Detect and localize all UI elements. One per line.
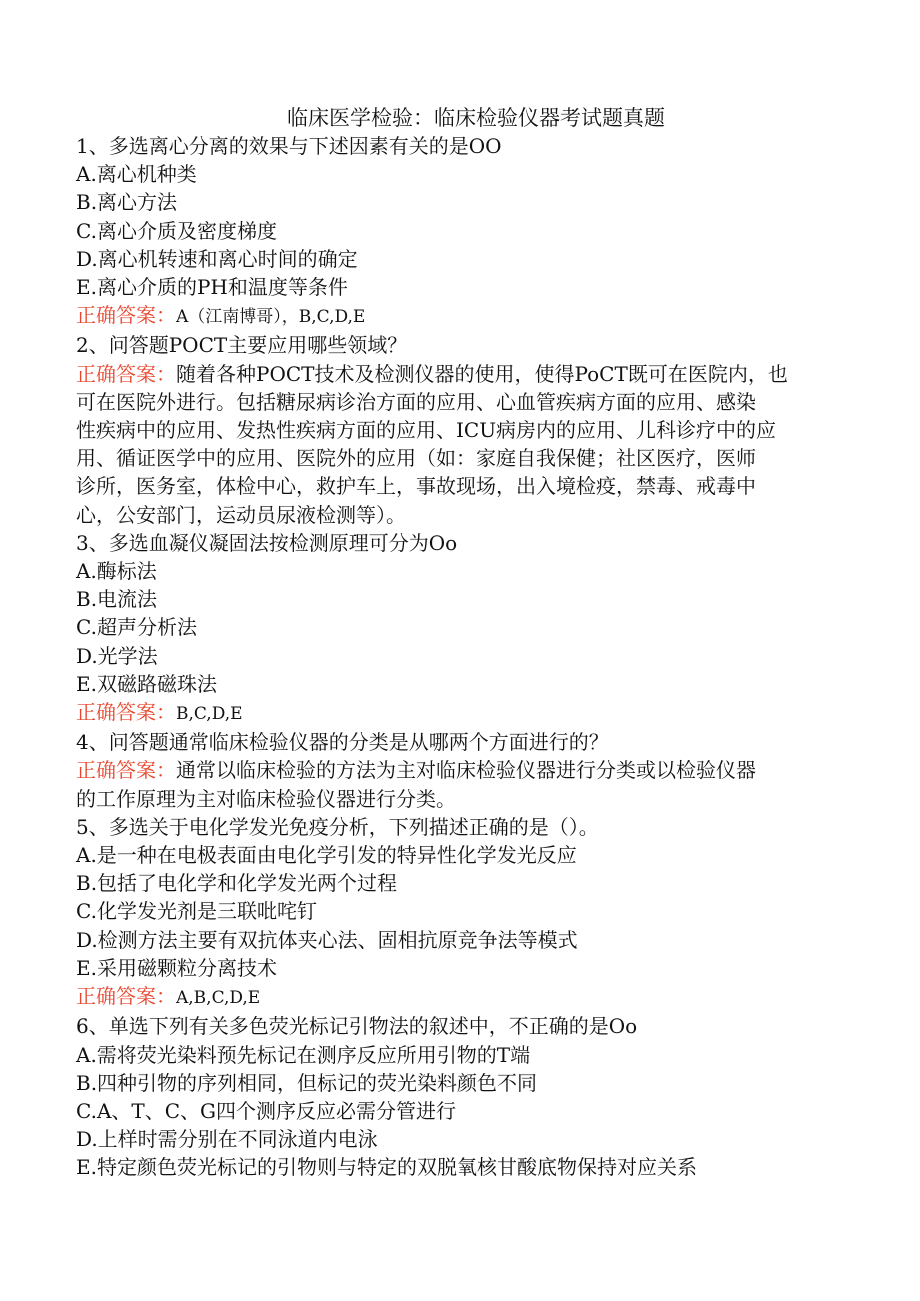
question-2-stem: 2、问答题POCT主要应用哪些领域？	[76, 333, 408, 358]
question-5-stem: 5、多选关于电化学发光免疫分析，下列描述正确的是（）。	[76, 814, 599, 839]
answer-label: 正确答案：	[76, 303, 176, 328]
answer-text-line: 的工作原理为主对临床检验仪器进行分类。	[76, 786, 456, 811]
question-3-option-b: B.电流法	[76, 587, 158, 612]
question-3-option-e: E.双磁路磁珠法	[76, 671, 217, 696]
question-4-answer	[76, 756, 836, 784]
question-1-option-a: A.离心机种类	[76, 162, 197, 187]
question-3-option-a: A.酶标法	[76, 559, 157, 584]
question-5-option-d: D.检测方法主要有双抗体夹心法、固相抗原竞争法等模式	[76, 927, 578, 952]
answer-text-line: 诊所，医务室，体检中心，救护车上，事故现场，出入境检疫，禁毒、戒毒中	[76, 474, 756, 499]
answer-text-line: 随着各种POCT技术及检测仪器的使用，使得PoCT既可在医院内，也	[176, 361, 788, 386]
question-1-option-b: B.离心方法	[76, 190, 178, 215]
answer-text-line: 心，公安部门，运动员尿液检测等）。	[76, 502, 406, 527]
page-title: 临床医学检验：临床检验仪器考试题真题	[287, 106, 665, 130]
answer-label: 正确答案：	[76, 758, 176, 783]
question-6-stem: 6、单选下列有关多色荧光标记引物法的叙述中，不正确的是Oo	[76, 1014, 638, 1039]
question-1-option-e: E.离心介质的PH和温度等条件	[76, 275, 348, 300]
question-6-option-a: A.需将荧光染料预先标记在测序反应所用引物的T端	[76, 1042, 531, 1067]
question-1-option-c: C.离心介质及密度梯度	[76, 218, 277, 243]
answer-value: A（江南博哥），B,C,D,E	[176, 307, 366, 328]
document-page	[76, 104, 836, 1182]
question-6-option-c: C.A、T、C、G四个测序反应必需分管进行	[76, 1098, 457, 1123]
answer-value: B,C,D,E	[176, 704, 243, 725]
answer-text-line: 用、循证医学中的应用、医院外的应用（如：家庭自我保健；社区医疗，医师	[76, 446, 756, 471]
answer-label: 正确答案：	[76, 984, 176, 1009]
answer-label: 正确答案：	[76, 700, 176, 725]
question-5-option-a: A.是一种在电极表面由电化学引发的特异性化学发光反应	[76, 843, 577, 868]
question-5-answer	[76, 982, 836, 1012]
question-1-option-d: D.离心机转速和离心时间的确定	[76, 246, 358, 271]
question-3-stem: 3、多选血凝仪凝固法按检测原理可分为Oo	[76, 530, 458, 555]
answer-text-line: 通常以临床检验的方法为主对临床检验仪器进行分类或以检验仪器	[176, 758, 756, 783]
question-2-answer	[76, 360, 836, 388]
answer-label: 正确答案：	[76, 361, 176, 386]
question-5-option-b: B.包括了电化学和化学发光两个过程	[76, 871, 398, 896]
question-6-option-d: D.上样时需分别在不同泳道内电泳	[76, 1127, 378, 1152]
question-6-option-b: B.四种引物的序列相同，但标记的荧光染料颜色不同	[76, 1070, 538, 1095]
question-5-option-e: E.采用磁颗粒分离技术	[76, 955, 277, 980]
answer-text-line: 可在医院外进行。包括糖尿病诊治方面的应用、心血管疾病方面的应用、感染	[76, 389, 756, 414]
answer-value: A,B,C,D,E	[176, 988, 261, 1009]
question-3-option-c: C.超声分析法	[76, 615, 197, 640]
answer-text-line: 性疾病中的应用、发热性疾病方面的应用、ICU病房内的应用、儿科诊疗中的应	[76, 418, 777, 443]
question-3-option-d: D.光学法	[76, 643, 158, 668]
question-4-stem: 4、问答题通常临床检验仪器的分类是从哪两个方面进行的？	[76, 730, 609, 755]
question-6-option-e: E.特定颜色荧光标记的引物则与特定的双脱氧核甘酸底物保持对应关系	[76, 1155, 697, 1180]
question-5-option-c: C.化学发光剂是三联吡咤钉	[76, 899, 317, 924]
question-3-answer	[76, 698, 836, 728]
question-1-stem: 1、多选离心分离的效果与下述因素有关的是OO	[76, 134, 502, 158]
question-1-answer	[76, 301, 836, 331]
